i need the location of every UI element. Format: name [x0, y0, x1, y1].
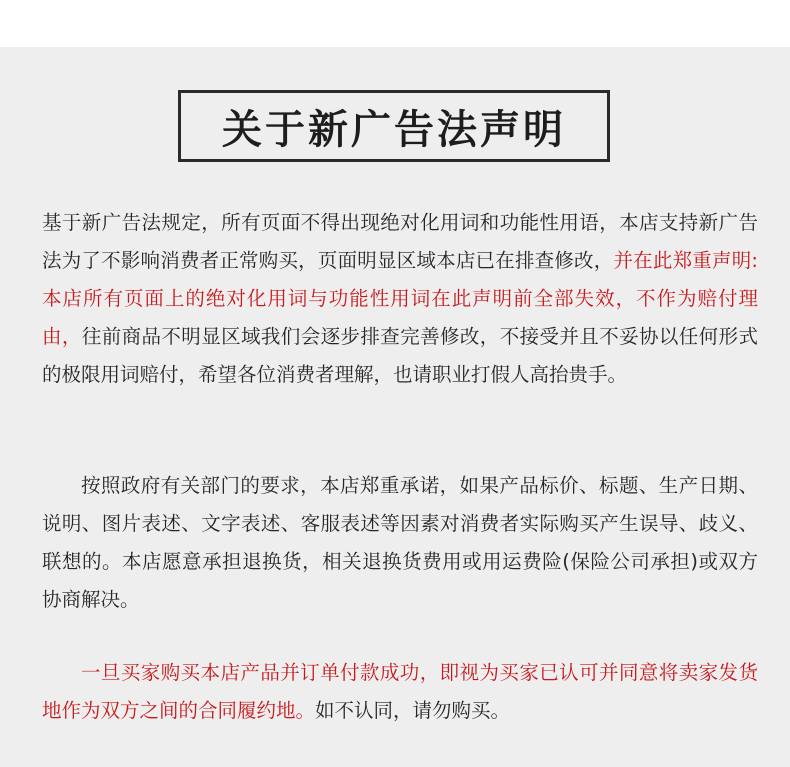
paragraph-promise: 按照政府有关部门的要求，本店郑重承诺，如果产品标价、标题、生产日期、说明、图片表述、文字表述、客服表述等因素对消费者实际购买产生误导、歧义、联想的。本店愿意承担退换货，相关退换货费用或用运费险(保险公司承担)或双方协商解决。	[42, 474, 758, 611]
title-box	[178, 90, 610, 162]
paragraph-contract-location	[42, 654, 758, 730]
paragraph1-text-a: 基于新广告法规定，所有页面不得出现绝对化用词和功能性用语，本店支持新广告法为了不影响消费者正常购买，页面明显区域本店已在排查修改，	[42, 211, 758, 272]
page-title: 关于新广告法声明	[222, 106, 566, 153]
paragraph1-red-declaration: 并在此郑重声明:本店所有页面上的绝对化用词与功能性用词在此声明前全部失效，不作为赔付理由，	[42, 249, 758, 348]
paragraph1-text-b: 往前商品不明显区域我们会逐步排查完善修改，不接受并且不妥协以任何形式的极限用词赔付，希望各位消费者理解，也请职业打假人高抬贵手。	[42, 325, 758, 386]
paragraph-ad-law-statement	[42, 204, 758, 394]
paragraph3-text: 如不认同，请勿购买。	[315, 699, 511, 722]
paragraph3-red-text: 一旦买家购买本店产品并订单付款成功，即视为买家已认可并同意将卖家发货地作为双方之间的合同履约地。	[42, 661, 758, 722]
